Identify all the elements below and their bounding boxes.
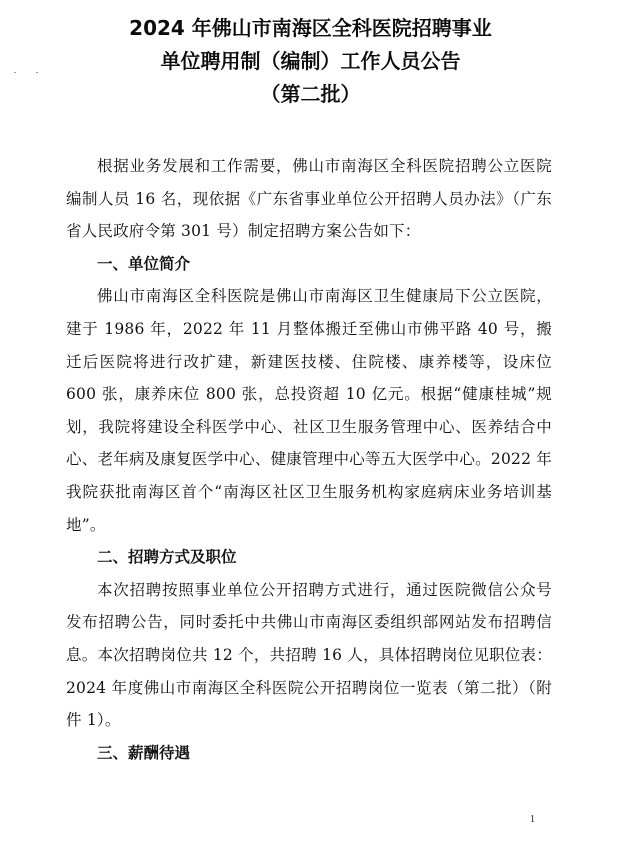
section-paragraph-unit-intro: 佛山市南海区全科医院是佛山市南海区卫生健康局下公立医院，建于 1986 年，2022 年 11 月整体搬迁至佛山市佛平路 40 号，搬迁后医院将进行改扩建，新建医技楼、住院楼、康养楼等，设床位 600 张，康养床位 800 张，总投资超 10 亿元。根据“健康桂城”规划，我院将建设全科医学中心、社区卫生服务管理中心、医养结合中心、老年病及康复医学中心、健康管理中心等五大医学中心。2022 年我院获批南海区首个“南海区社区卫生服务机构家庭病床业务培训基地”。 xyxy=(66,287,552,534)
title-line-2: 单位聘用制（编制）工作人员公告 xyxy=(160,49,461,73)
section-paragraph-recruitment: 本次招聘按照事业单位公开招聘方式进行，通过医院微信公众号发布招聘公告，同时委托中共佛山市南海区委组织部网站发布招聘信息。本次招聘岗位共 12 个，共招聘 16 人，具体招聘岗位见职位表：2024 年度佛山市南海区全科医院公开招聘岗位一览表（第二批）（附件 1）。 xyxy=(66,580,552,730)
section-heading-unit-intro: 一、单位简介 xyxy=(97,254,191,273)
page-number: 1 xyxy=(530,814,535,825)
document-title xyxy=(0,12,621,111)
scan-speck xyxy=(36,72,38,73)
section-heading-salary: 三、薪酬待遇 xyxy=(97,743,191,762)
title-line-1: 2024 年佛山市南海区全科医院招聘事业 xyxy=(129,16,492,40)
document-body xyxy=(66,150,552,769)
scan-speck xyxy=(14,72,16,73)
title-line-3: （第二批） xyxy=(260,82,361,106)
section-heading-recruitment: 二、招聘方式及职位 xyxy=(97,548,237,567)
intro-paragraph: 根据业务发展和工作需要，佛山市南海区全科医院招聘公立医院编制人员 16 名，现依据《广东省事业单位公开招聘人员办法》（广东省人民政府令第 301 号）制定招聘方案公告如下： xyxy=(66,157,552,241)
